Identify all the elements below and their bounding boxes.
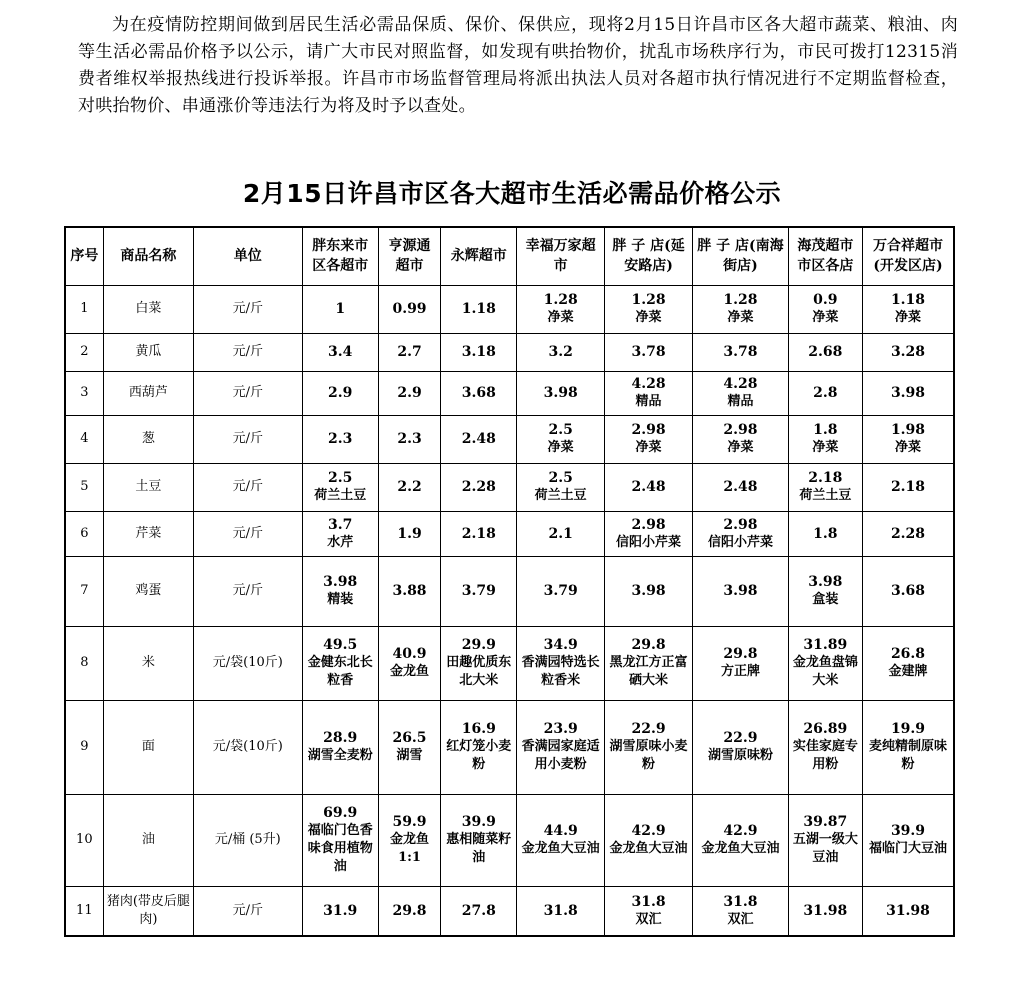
price-cell [378,333,440,371]
product-name-cell: 鸡蛋 [103,556,193,626]
price-value: 2.9 [328,385,353,401]
price-cell [863,285,955,333]
price-value: 40.9 [392,646,427,662]
price-value: 3.79 [543,583,578,599]
price-value: 3.2 [548,344,573,360]
product-note: 福临门色香味食用植物油 [307,823,373,874]
price-value: 3.78 [723,344,758,360]
price-cell [441,333,517,371]
price-cell [788,794,862,886]
unit-cell: 元/斤 [194,285,302,333]
price-value: 0.99 [392,301,427,317]
row-number-cell: 6 [65,511,103,556]
product-note: 净菜 [812,310,839,325]
price-value: 3.68 [890,583,926,599]
product-note: 精装 [327,592,354,607]
price-cell [378,511,440,556]
price-value: 2.48 [723,479,758,495]
price-cell [863,463,955,511]
price-cell [604,371,692,415]
price-cell [517,556,604,626]
price-cell [693,371,788,415]
price-cell [302,415,378,463]
price-cell [693,556,788,626]
price-cell [302,794,378,886]
price-cell [604,333,692,371]
price-cell [693,415,788,463]
price-cell [378,285,440,333]
price-cell [788,700,862,794]
product-note: 红灯笼小麦粉 [446,739,512,772]
product-note: 净菜 [894,310,921,325]
price-cell [378,556,440,626]
product-name-cell: 面 [103,700,193,794]
price-value: 29.9 [461,637,496,653]
price-value: 3.7 [328,516,353,533]
price-value: 2.98 [723,516,758,533]
price-cell [517,886,604,936]
price-value: 1.28 [723,292,758,308]
row-number-cell: 10 [65,794,103,886]
product-note: 精品 [635,394,662,409]
price-cell [441,285,517,333]
price-cell [604,511,692,556]
price-cell [604,285,692,333]
product-note: 净菜 [727,440,754,455]
product-name-cell: 葱 [103,415,193,463]
price-value: 3.78 [631,344,666,360]
product-note: 香满园特选长粒香米 [521,655,600,688]
product-note: 湖雪原味粉 [707,748,773,763]
price-cell [441,371,517,415]
price-value: 2.48 [631,479,666,495]
product-note: 湖雪 [396,748,423,763]
price-cell [378,371,440,415]
product-note: 黑龙江方正富硒大米 [609,655,688,688]
price-cell [788,285,862,333]
unit-cell: 元/斤 [194,511,302,556]
price-cell [302,886,378,936]
price-cell [788,511,862,556]
product-name-cell: 油 [103,794,193,886]
price-cell [517,371,604,415]
unit-cell: 元/桶 (5升) [194,794,302,886]
price-value: 31.8 [723,893,758,910]
table-body [65,285,954,936]
table-row [65,886,954,936]
price-value: 23.9 [543,721,578,737]
price-cell [302,333,378,371]
price-cell [517,626,604,700]
product-note: 麦纯精制原味粉 [868,739,947,772]
price-cell [441,463,517,511]
price-cell [788,463,862,511]
product-note: 实佳家庭专用粉 [792,739,858,772]
product-note: 信阳小芹菜 [616,534,682,550]
price-cell [441,700,517,794]
price-value: 3.68 [461,385,496,401]
price-value: 2.48 [461,431,496,447]
price-cell [517,415,604,463]
price-value: 42.9 [723,823,758,839]
table-row [65,371,954,415]
header-cell: 胖东来市区各超市 [302,227,378,285]
price-cell [693,511,788,556]
price-cell [302,371,378,415]
price-value: 1.9 [397,525,422,542]
product-note: 金龙鱼大豆油 [701,841,780,856]
product-name-cell: 西葫芦 [103,371,193,415]
product-note: 双汇 [635,911,662,927]
price-value: 2.3 [328,431,353,447]
price-value: 3.79 [461,583,496,599]
product-note: 湖雪原味小麦粉 [609,739,688,772]
price-cell [441,511,517,556]
price-value: 1.8 [813,422,838,438]
price-value: 2.98 [723,422,758,438]
price-cell [693,463,788,511]
price-cell [302,285,378,333]
price-value: 2.68 [808,344,843,360]
price-value: 39.87 [803,814,848,830]
price-value: 22.9 [631,721,666,737]
price-value: 2.28 [890,525,926,542]
row-number-cell: 9 [65,700,103,794]
product-note: 五湖一级大豆油 [792,832,858,865]
price-value: 28.9 [323,730,358,746]
price-cell [302,626,378,700]
product-note: 净菜 [635,310,662,325]
price-cell [604,886,692,936]
price-value: 1.28 [543,292,578,308]
price-value: 59.9 [392,814,427,830]
price-cell [378,463,440,511]
price-cell [604,700,692,794]
product-note: 净菜 [547,440,574,455]
price-value: 1.18 [890,292,926,308]
price-value: 31.9 [323,902,358,919]
price-value: 29.8 [392,902,427,919]
price-value: 3.4 [328,344,353,360]
price-cell [378,700,440,794]
header-cell: 胖 子 店(南海街店) [693,227,788,285]
price-cell [863,556,955,626]
table-row [65,700,954,794]
price-cell [302,556,378,626]
product-note: 方正牌 [720,664,760,679]
price-value: 2.18 [890,479,926,495]
price-value: 2.5 [328,470,353,486]
price-value: 39.9 [890,823,926,839]
price-cell [302,463,378,511]
price-cell [863,415,955,463]
price-value: 31.98 [803,902,848,919]
price-value: 2.5 [548,422,573,438]
row-number-cell: 7 [65,556,103,626]
unit-cell: 元/斤 [194,415,302,463]
price-value: 3.18 [461,344,496,360]
price-cell [441,794,517,886]
price-value: 3.98 [808,574,843,590]
price-value: 31.98 [886,902,930,919]
price-value: 3.88 [392,583,427,599]
header-cell: 商品名称 [103,227,193,285]
price-cell [788,626,862,700]
header-cell: 单位 [194,227,302,285]
unit-cell: 元/斤 [194,371,302,415]
price-cell [788,415,862,463]
product-note: 精品 [727,394,754,409]
price-value: 27.8 [461,902,496,919]
price-value: 1 [335,301,346,317]
price-cell [863,794,955,886]
price-value: 19.9 [890,721,926,737]
price-value: 2.7 [397,344,422,360]
price-value: 26.8 [890,646,926,662]
table-row [65,556,954,626]
price-cell [604,463,692,511]
price-value: 22.9 [723,730,758,746]
price-cell [863,511,955,556]
price-value: 1.98 [890,422,926,438]
price-cell [378,886,440,936]
product-name-cell: 米 [103,626,193,700]
price-cell [441,626,517,700]
price-value: 26.5 [392,730,427,746]
price-cell [378,794,440,886]
product-name-cell: 猪肉(带皮后腿肉) [103,886,193,936]
price-cell [788,886,862,936]
table-row [65,415,954,463]
price-value: 2.28 [461,479,496,495]
table-header-row [65,227,954,285]
product-note: 净菜 [812,440,839,455]
price-value: 42.9 [631,823,666,839]
product-note: 湖雪全麦粉 [307,748,373,763]
price-value: 31.8 [631,893,666,910]
row-number-cell: 11 [65,886,103,936]
product-note: 金健东北长粒香 [307,655,373,688]
price-value: 3.98 [323,574,358,590]
price-value: 2.9 [397,385,422,401]
header-cell: 序号 [65,227,103,285]
price-cell [863,700,955,794]
product-note: 金龙鱼1:1 [390,832,430,865]
product-note: 金龙鱼 [390,664,430,679]
price-cell [693,794,788,886]
product-note: 金建牌 [888,664,928,679]
price-table [64,226,955,937]
price-value: 2.8 [813,385,838,401]
row-number-cell: 4 [65,415,103,463]
price-value: 39.9 [461,814,496,830]
table-row [65,333,954,371]
price-cell [863,333,955,371]
price-value: 29.8 [723,646,758,662]
unit-cell: 元/斤 [194,463,302,511]
price-cell [517,333,604,371]
price-value: 1.18 [461,301,496,317]
price-cell [441,556,517,626]
row-number-cell: 2 [65,333,103,371]
table-row [65,794,954,886]
price-cell [693,700,788,794]
header-cell: 永辉超市 [441,227,517,285]
product-note: 信阳小芹菜 [707,534,773,550]
price-cell [604,626,692,700]
price-cell [863,886,955,936]
price-cell [693,626,788,700]
price-cell [863,371,955,415]
product-note: 净菜 [894,440,921,455]
price-value: 2.1 [548,525,573,542]
price-cell [788,371,862,415]
product-note: 净菜 [727,310,754,325]
row-number-cell: 8 [65,626,103,700]
price-value: 3.98 [890,385,926,401]
table-row [65,285,954,333]
intro-paragraph: 为在疫情防控期间做到居民生活必需品保质、保价、保供应，现将2月15日许昌市区各大超市蔬菜、粮油、肉等生活必需品价格予以公示，请广大市民对照监督，如发现有哄抬物价，扰乱市场秩序行为，市民可拨打12315消费者维权举报热线进行投诉举报。许昌市市场监督管理局将派出执法人员对各超市执行情况进行不定期监督检查，对哄抬物价、串通涨价等违法行为将及时予以查处。 [78,15,958,116]
product-note: 荷兰土豆 [799,488,852,503]
price-value: 2.3 [397,431,422,447]
price-cell [517,285,604,333]
product-note: 双汇 [727,911,754,927]
product-note: 田趣优质东北大米 [446,655,512,688]
price-value: 1.28 [631,292,666,308]
price-value: 31.8 [543,902,578,919]
price-value: 2.5 [548,470,573,486]
price-cell [693,285,788,333]
product-name-cell: 白菜 [103,285,193,333]
product-note: 金龙鱼大豆油 [521,841,600,856]
price-cell [693,333,788,371]
product-note: 荷兰土豆 [534,488,587,503]
price-cell [693,886,788,936]
price-value: 2.18 [461,525,496,542]
unit-cell: 元/袋(10斤) [194,700,302,794]
price-value: 16.9 [461,721,496,737]
product-name-cell: 土豆 [103,463,193,511]
product-note: 惠相随菜籽油 [446,832,512,865]
product-note: 净菜 [547,310,574,325]
product-note: 水芹 [327,534,354,550]
header-cell: 胖 子 店(延安路店) [604,227,692,285]
table-row [65,463,954,511]
product-note: 金龙鱼盘锦大米 [792,655,858,688]
price-cell [441,886,517,936]
product-name-cell: 芹菜 [103,511,193,556]
unit-cell: 元/袋(10斤) [194,626,302,700]
price-cell [604,415,692,463]
price-value: 4.28 [631,376,666,392]
unit-cell: 元/斤 [194,886,302,936]
price-value: 29.8 [631,637,666,653]
price-cell [517,511,604,556]
price-cell [378,415,440,463]
price-cell [863,626,955,700]
product-note: 净菜 [635,440,662,455]
price-cell [604,556,692,626]
price-value: 69.9 [323,805,358,821]
price-value: 3.98 [631,583,666,599]
header-cell: 万合祥超市(开发区店) [863,227,955,285]
price-cell [604,794,692,886]
price-value: 34.9 [543,637,578,653]
price-value: 26.89 [803,721,848,737]
price-cell [302,700,378,794]
product-note: 金龙鱼大豆油 [609,841,688,856]
unit-cell: 元/斤 [194,556,302,626]
price-value: 44.9 [543,823,578,839]
product-name-cell: 黄瓜 [103,333,193,371]
row-number-cell: 5 [65,463,103,511]
price-value: 2.98 [631,422,666,438]
price-cell [517,794,604,886]
table-row [65,511,954,556]
price-value: 3.98 [723,583,758,599]
page-title: 2月15日许昌市区各大超市生活必需品价格公示 [242,179,782,208]
price-value: 0.9 [813,292,838,308]
price-value: 3.28 [890,344,926,360]
price-value: 3.98 [543,385,578,401]
product-note: 香满园家庭适用小麦粉 [521,739,600,772]
price-cell [517,700,604,794]
price-value: 2.18 [808,470,843,486]
row-number-cell: 3 [65,371,103,415]
row-number-cell: 1 [65,285,103,333]
price-value: 2.2 [397,479,422,495]
unit-cell: 元/斤 [194,333,302,371]
price-cell [441,415,517,463]
price-value: 4.28 [723,376,758,392]
price-value: 2.98 [631,516,666,533]
product-note: 荷兰土豆 [314,488,367,503]
price-cell [788,556,862,626]
header-cell: 亨源通超市 [378,227,440,285]
price-value: 1.8 [813,525,838,542]
product-note: 盒装 [812,592,839,607]
header-cell: 幸福万家超市 [517,227,604,285]
product-note: 福临门大豆油 [868,841,947,856]
price-value: 31.89 [803,637,848,653]
table-row [65,626,954,700]
price-cell [378,626,440,700]
price-value: 49.5 [323,637,358,653]
header-cell: 海茂超市市区各店 [788,227,862,285]
price-cell [517,463,604,511]
price-cell [788,333,862,371]
price-cell [302,511,378,556]
